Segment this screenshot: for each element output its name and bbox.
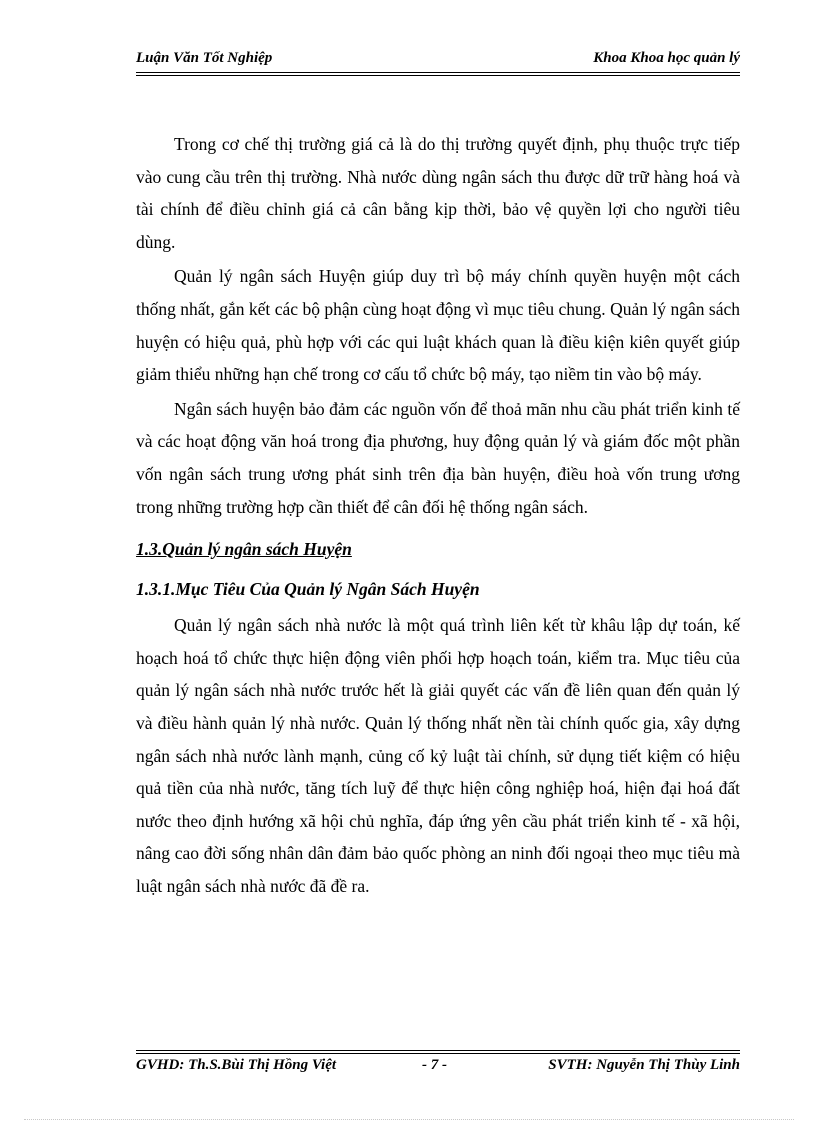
paragraph-district-management: Quản lý ngân sách Huyện giúp duy trì bộ máy chính quyền huyện một cách thống nhất, gắn kết các bộ phận cùng hoạt động vì mục tiêu chung. Quản lý ngân sách huyện có hiệu quả, phù hợp với các qui luật khách quan là điều kiện kiên quyết giúp giảm thiểu những hạn chế trong cơ cấu tổ chức bộ máy, tạo niềm tin vào bộ máy. — [136, 266, 740, 385]
footer-student: SVTH: Nguyễn Thị Thùy Linh — [548, 1057, 740, 1073]
paragraph-market-price: Trong cơ chế thị trường giá cả là do thị trường quyết định, phụ thuộc trực tiếp vào cung cầu trên thị trường. Nhà nước dùng ngân sách thu được dữ trữ hàng hoá và tài chính để điều chỉnh giá cả cân bằng kịp thời, bảo vệ quyền lợi cho người tiêu dùng. — [136, 134, 740, 252]
page-number: - 7 - — [422, 1057, 447, 1073]
footer-advisor: GVHD: Th.S.Bùi Thị Hồng Việt — [136, 1057, 337, 1073]
page-body — [136, 128, 740, 904]
paragraph-objectives: Quản lý ngân sách nhà nước là một quá trình liên kết từ khâu lập dự toán, kế hoạch hoá tổ chức thực hiện động viên phối hợp hoạch toán, kiểm tra. Mục tiêu của quản lý ngân sách nhà nước trước hết là giải quyết các vấn đề liên quan đến quản lý và điều hành quản lý nhà nước. Quản lý thống nhất nền tài chính quốc gia, xây dựng ngân sách nhà nước lành mạnh, củng cố kỷ luật tài chính, sử dụng tiết kiệm có hiệu quả tiền của nhà nước, tăng tích luỹ để thực hiện công nghiệp hoá, hiện đại hoá đất nước theo định hướng xã hội chủ nghĩa, đáp ứng yên cầu phát triển kinh tế - xã hội, nâng cao đời sống nhân dân đảm bảo quốc phòng an ninh đối ngoại theo mục tiêu mà luật ngân sách nhà nước đã đề ra. — [136, 615, 740, 896]
header-faculty: Khoa Khoa học quản lý — [593, 50, 740, 66]
page-header — [136, 46, 740, 72]
section-heading: 1.3.Quản lý ngân sách Huyện — [136, 539, 352, 560]
footer-rule — [136, 1050, 740, 1054]
page-edge-divider — [24, 1119, 794, 1120]
subsection-heading: 1.3.1.Mục Tiêu Của Quản lý Ngân Sách Huyện — [136, 579, 480, 600]
header-rule — [136, 72, 740, 76]
header-thesis-title: Luận Văn Tốt Nghiệp — [136, 50, 273, 66]
paragraph-district-budget: Ngân sách huyện bảo đảm các nguồn vốn để thoả mãn nhu cầu phát triển kinh tế và các hoạt động văn hoá trong địa phương, huy động quản lý và giám đốc một phần vốn ngân sách trung ương phát sinh trên địa bàn huyện, điều hoà vốn trung ương trong những trường hợp cần thiết để cân đối hệ thống ngân sách. — [136, 398, 740, 517]
page-footer — [136, 1057, 740, 1081]
